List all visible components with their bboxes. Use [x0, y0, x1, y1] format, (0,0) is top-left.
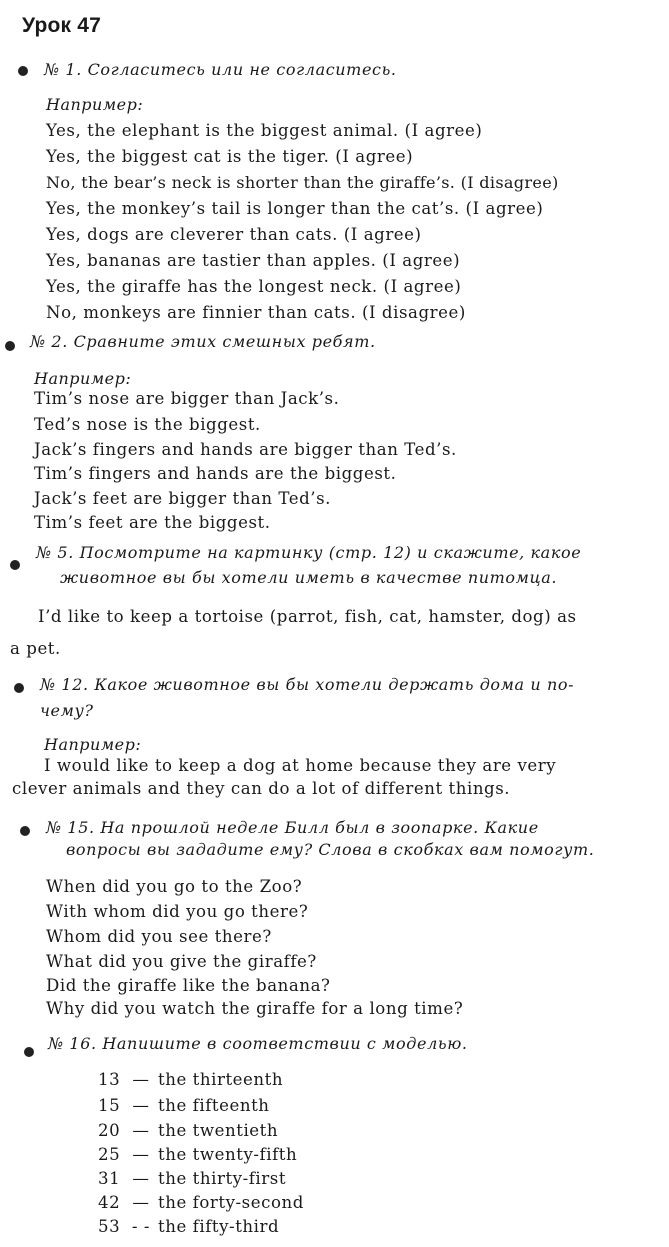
ordinal-word: the fifty-third: [158, 1217, 280, 1236]
answer-line: Yes, the elephant is the biggest animal. (I agree): [46, 121, 483, 140]
answer-line: clever animals and they can do a lot of different things.: [12, 779, 511, 798]
answer-line: Ted’s nose is the biggest.: [34, 415, 261, 434]
ordinal-row: [98, 1119, 278, 1143]
bullet-icon: [18, 66, 28, 76]
answer-line: What did you give the giraffe?: [46, 952, 317, 971]
answer-line: No, monkeys are finnier than cats. (I disagree): [46, 303, 466, 322]
ordinal-word: the thirty-first: [158, 1169, 287, 1188]
ordinal-word: the forty-second: [158, 1193, 304, 1212]
dash: —: [132, 1169, 150, 1188]
ordinal-word: the twenty-fifth: [158, 1145, 298, 1164]
dash: —: [132, 1121, 150, 1140]
answer-line: Whom did you see there?: [46, 927, 272, 946]
answer-line: Jack’s fingers and hands are bigger than Ted’s.: [34, 440, 457, 459]
ordinal-number: 20: [98, 1121, 121, 1140]
ordinal-row: [98, 1068, 283, 1092]
exercise-15-task-cont: вопросы вы зададите ему? Слова в скобках вам помогут.: [66, 840, 595, 859]
ordinal-number: 42: [98, 1193, 121, 1212]
exercise-5-task-cont: животное вы бы хотели иметь в качестве питомца.: [60, 568, 558, 587]
ordinal-word: the twentieth: [158, 1121, 279, 1140]
exercise-15-task: № 15. На прошлой неделе Билл был в зоопарке. Какие: [46, 818, 539, 837]
ordinal-number: 53: [98, 1217, 121, 1236]
dash: —: [132, 1193, 150, 1212]
ordinal-row: [98, 1215, 279, 1239]
ordinal-row: [98, 1143, 297, 1167]
dash: - -: [131, 1217, 151, 1236]
answer-line: Yes, dogs are cleverer than cats. (I agree): [46, 225, 422, 244]
answer-line: Tim’s feet are the biggest.: [34, 513, 271, 532]
example-label: Например:: [44, 735, 142, 754]
exercise-2-task: № 2. Сравните этих смешных ребят.: [30, 332, 376, 351]
bullet-icon: [14, 683, 24, 693]
lesson-title: Урок 47: [22, 14, 102, 37]
dash: —: [132, 1070, 150, 1089]
answer-line: Yes, the giraffe has the longest neck. (I agree): [46, 277, 462, 296]
answer-line: Did the giraffe like the banana?: [46, 976, 331, 995]
ordinal-row: [98, 1191, 304, 1215]
answer-line: a pet.: [10, 639, 61, 658]
answer-line: Tim’s nose are bigger than Jack’s.: [34, 389, 340, 408]
dash: —: [132, 1145, 150, 1164]
ordinal-number: 13: [98, 1070, 121, 1089]
bullet-icon: [10, 560, 20, 570]
exercise-1-task: № 1. Согласитесь или не согласитесь.: [44, 60, 397, 79]
answer-line: Yes, bananas are tastier than apples. (I agree): [46, 251, 461, 270]
bullet-icon: [20, 826, 30, 836]
bullet-icon: [24, 1047, 34, 1057]
exercise-12-task-cont: чему?: [40, 701, 94, 720]
answer-line: Yes, the monkey’s tail is longer than the cat’s. (I agree): [46, 199, 544, 218]
exercise-12-task: № 12. Какое животное вы бы хотели держать дома и по-: [40, 675, 575, 694]
ordinal-row: [98, 1167, 286, 1191]
exercise-5-task: № 5. Посмотрите на картинку (стр. 12) и скажите, какое: [36, 543, 582, 562]
answer-line: I would like to keep a dog at home because they are very: [44, 756, 557, 775]
ordinal-number: 15: [98, 1096, 121, 1115]
answer-line: Tim’s fingers and hands are the biggest.: [34, 464, 397, 483]
example-label: Например:: [34, 369, 132, 388]
ordinal-number: 31: [98, 1169, 121, 1188]
answer-line: Jack’s feet are bigger than Ted’s.: [34, 489, 332, 508]
answer-line: When did you go to the Zoo?: [46, 877, 303, 896]
answer-line: No, the bear’s neck is shorter than the giraffe’s. (I disagree): [46, 173, 559, 192]
answer-line: I’d like to keep a tortoise (parrot, fish, cat, hamster, dog) as: [38, 607, 577, 626]
bullet-icon: [5, 341, 15, 351]
answer-line: Why did you watch the giraffe for a long time?: [46, 999, 464, 1018]
dash: —: [132, 1096, 150, 1115]
ordinal-number: 25: [98, 1145, 121, 1164]
ordinal-row: [98, 1094, 270, 1118]
answer-line: Yes, the biggest cat is the tiger. (I agree): [46, 147, 414, 166]
example-label: Например:: [46, 95, 144, 114]
exercise-16-task: № 16. Напишите в соответствии с моделью.: [48, 1034, 468, 1053]
ordinal-word: the thirteenth: [158, 1070, 284, 1089]
answer-line: With whom did you go there?: [46, 902, 309, 921]
ordinal-word: the fifteenth: [158, 1096, 270, 1115]
